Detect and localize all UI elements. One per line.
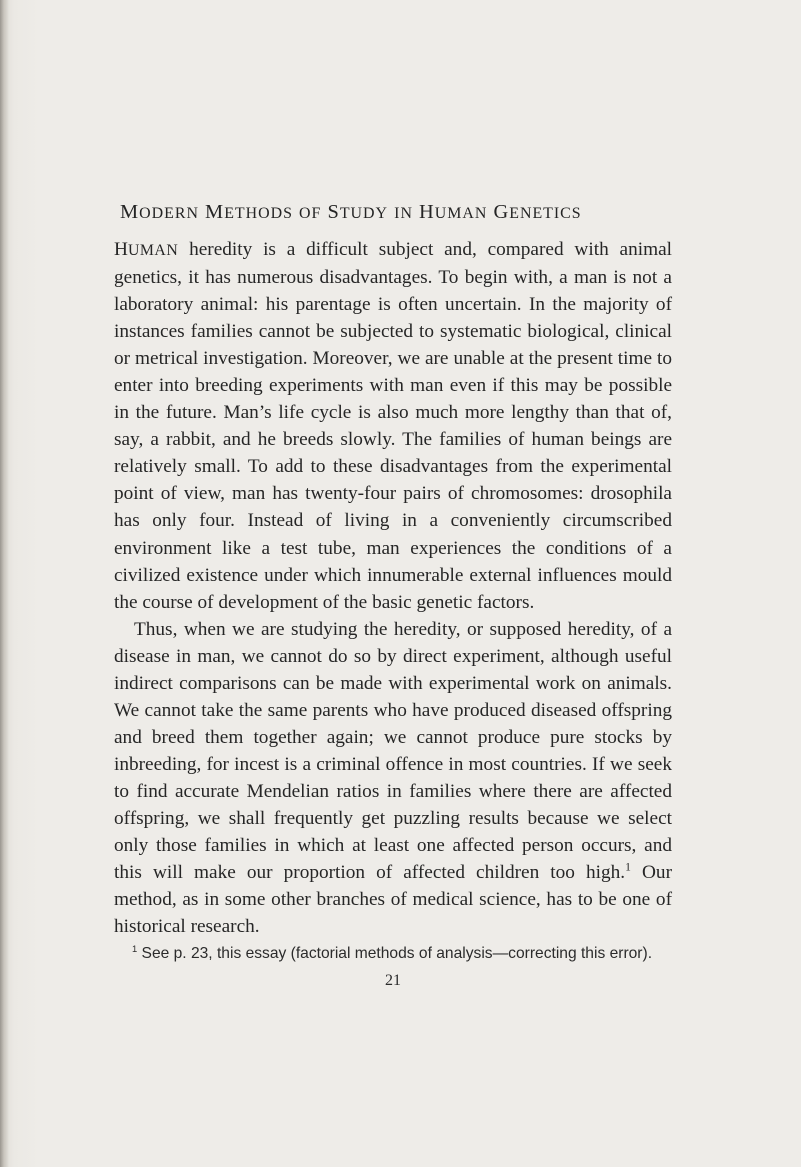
chapter-title: MODERN METHODS OF STUDY IN HUMAN GENETICS xyxy=(120,201,582,223)
paragraph-1-lead: HUMAN xyxy=(114,239,179,260)
paragraph-2: Thus, when we are studying the heredity, or supposed heredity, of a disease in man, we cannot do so by direct experiment, although useful indirect comparisons can be made with experimental work on animals. We cannot take the same parents who have produced diseased offspring and breed them together again; we cannot produce pure stocks by inbreeding, for incest is a criminal offence in most countries. If we seek to find accurate Mendelian ratios in families where there are affected offspring, we shall frequently get puzzling results because we select only those families in which at least one affected person occurs, and this will make our proportion of affected children too high.$^1$ Our method, as in some other branches of medical science, has to be one of historical research. xyxy=(114,618,672,938)
footnote-marker: 1 xyxy=(132,944,138,955)
footnote-reference[interactable]: 1 xyxy=(625,860,631,874)
binding-shadow xyxy=(0,0,9,1167)
page-number: 21 xyxy=(385,972,401,990)
text-block xyxy=(114,199,672,990)
footnote: $^1$ See p. 23, this essay (factorial methods of analysis—correcting this error). xyxy=(132,944,653,963)
paragraph-1: HUMAN heredity is a difficult subject and, compared with animal genetics, it has numerous disadvantages. To begin with, a man is not a laboratory animal: his parentage is often uncertain. In the majority of instances families cannot be subjected to systematic biological, clinical or metrical investigation. Moreover, we are unable at the present time to enter into breeding experiments with man even if this may be possible in the future. Man’s life cycle is also much more lengthy than that of, say, a rabbit, and he breeds slowly. The families of human beings are relatively small. To add to these disadvantages from the experimental point of view, man has twenty-four pairs of chromosomes: drosophila has only four. Instead of living in a conveniently circumscribed environment like a test tube, man experiences the conditions of a civilized existence under which innumerable external influences mould the course of development of the basic genetic factors. xyxy=(114,239,672,613)
